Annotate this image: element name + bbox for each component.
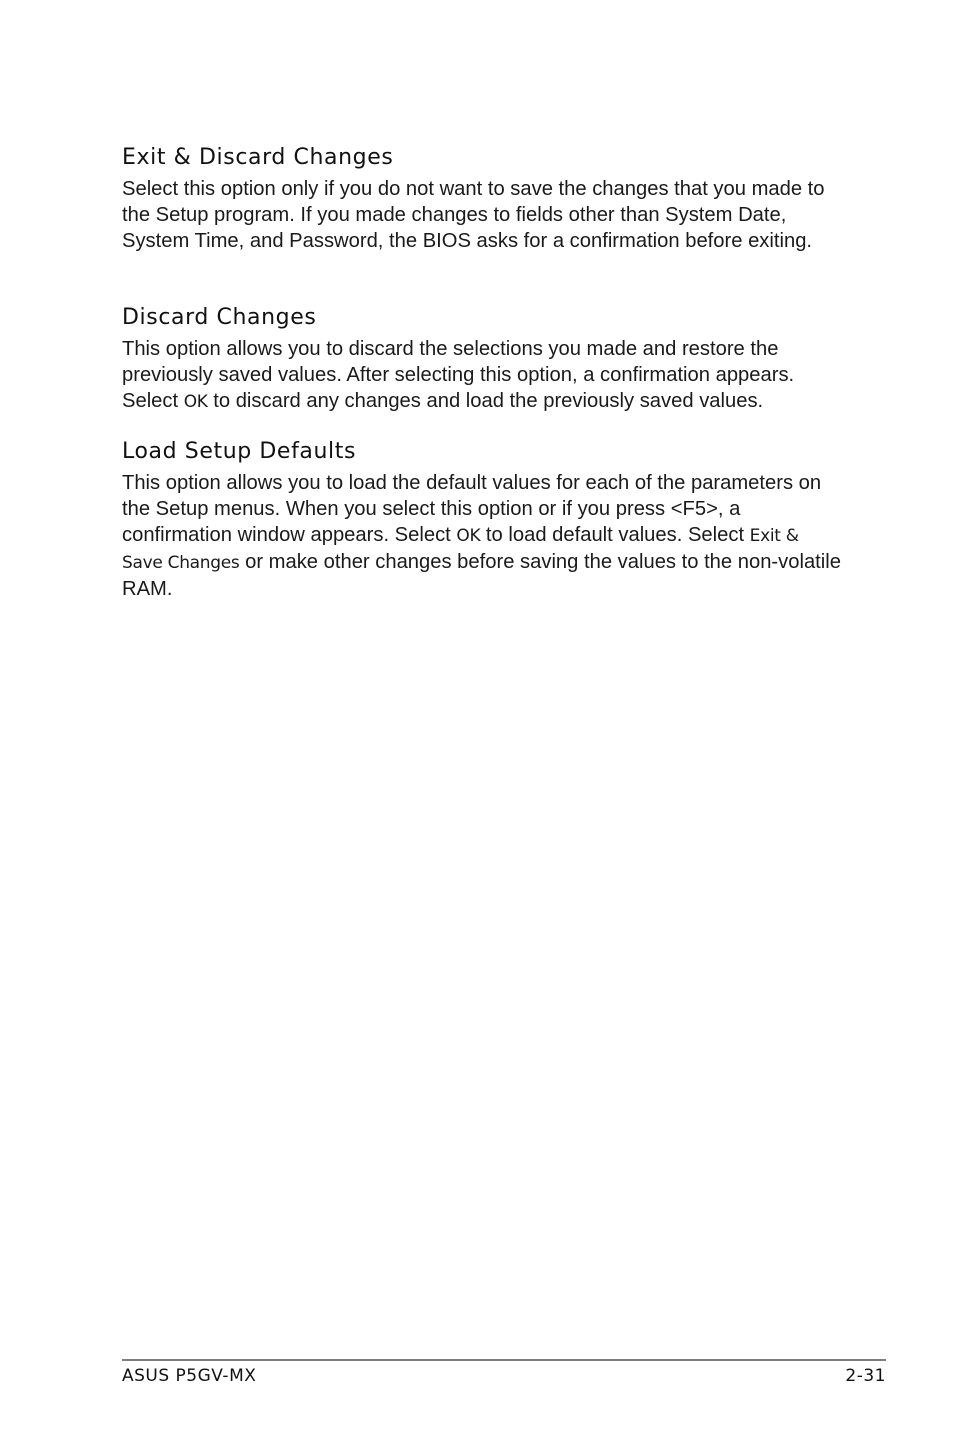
section-exit-discard-changes	[122, 144, 842, 254]
body-text: to load default values. Select	[480, 524, 750, 546]
term-exit-save-changes: Exit & Save Changes	[122, 526, 799, 573]
section-heading: Exit & Discard Changes	[122, 145, 394, 170]
term-ok: OK	[456, 526, 481, 546]
body-text: This option allows you to discard the selections you made and restore the previously saved values. After selecting this option, a confirmation appears. Select	[122, 338, 795, 412]
section-discard-changes	[122, 304, 842, 415]
body-text: Select this option only if you do not want to save the changes that you made to the Setup program. If you made changes to fields other than System Date, System Time, and Password, the BIOS asks for a confirmation before exiting.	[122, 178, 825, 252]
section-heading: Discard Changes	[122, 305, 317, 330]
section-body	[122, 470, 842, 602]
footer-divider	[122, 1359, 886, 1361]
body-text: This option allows you to load the default values for each of the parameters on the Setup menus. When you select this option or if you press <F5>, a confirmation window appears. Select	[122, 472, 822, 546]
section-body	[122, 336, 842, 415]
footer-product-name: ASUS P5GV-MX	[122, 1366, 257, 1386]
section-body	[122, 176, 842, 254]
body-text: or make other changes before saving the values to the non-volatile RAM.	[122, 551, 841, 600]
section-heading: Load Setup Defaults	[122, 439, 357, 464]
body-text: to discard any changes and load the previously saved values.	[207, 390, 764, 412]
term-ok: OK	[183, 392, 208, 412]
page-footer	[122, 1366, 886, 1390]
section-load-setup-defaults	[122, 438, 842, 602]
footer-page-number: 2-31	[845, 1366, 886, 1386]
